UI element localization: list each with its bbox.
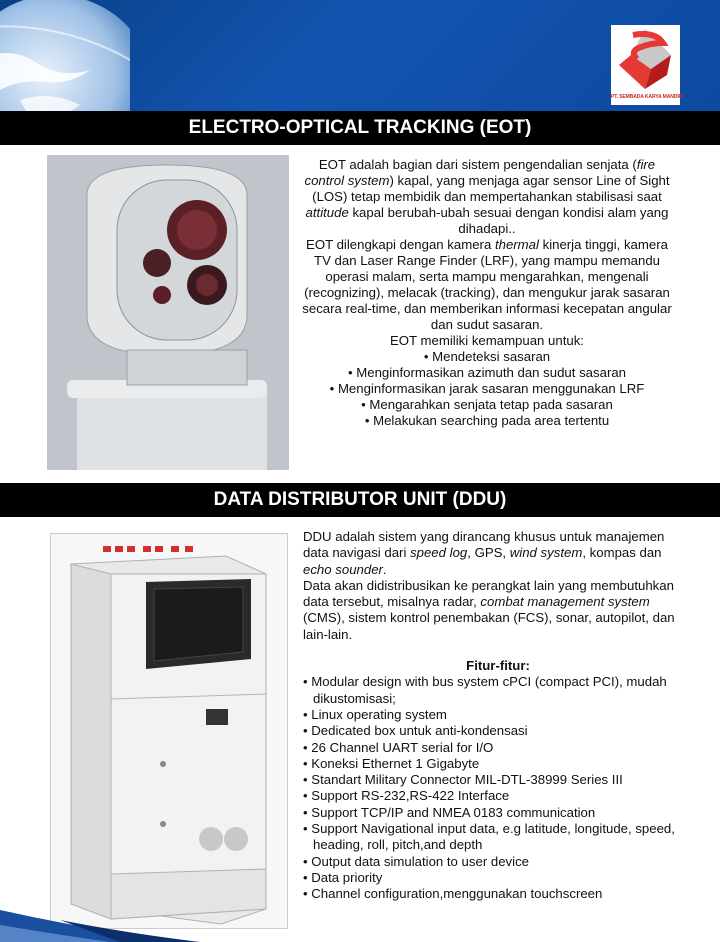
list-item: • Linux operating system <box>303 707 693 723</box>
eot-capabilities-intro: EOT memiliki kemampuan untuk: <box>390 333 584 348</box>
company-logo <box>611 25 684 105</box>
globe-graphic <box>0 0 130 112</box>
ddu-paragraph-2: Data akan didistribusikan ke perangkat lain yang membutuhkan data tersebut, misalnya radar, combat management system (CMS), sistem kontrol penembakan (FCS), sonar, autopilot, dan lain-lain. <box>303 577 675 642</box>
ddu-features-list <box>303 674 693 902</box>
list-item: • Mengarahkan senjata tetap pada sasaran <box>361 397 613 412</box>
list-item: • Menginformasikan azimuth dan sudut sasaran <box>347 365 627 380</box>
list-item: • Dedicated box untuk anti-kondensasi <box>303 723 693 739</box>
list-item: • Support Navigational input data, e.g latitude, longitude, speed, heading, roll, pitch,and depth <box>303 821 693 854</box>
logo-company-name: PT. SEMBADA KARYA MANDIRI <box>611 94 684 100</box>
list-item: • Modular design with bus system cPCI (compact PCI), mudah dikustomisasi; <box>303 674 693 707</box>
list-item: • Support TCP/IP and NMEA 0183 communication <box>303 805 693 821</box>
eot-camera-photo <box>47 155 289 470</box>
eot-description <box>302 157 672 429</box>
eot-paragraph-1: EOT adalah bagian dari sistem pengendalian senjata (fire control system) kapal, yang menjaga agar sensor Line of Sight (LOS) tetap membidik dan mempertahankan stabilisasi saat attitude kapal berubah-ubah sesuai dengan kondisi alam yang dihadapi.. <box>304 157 670 236</box>
ddu-paragraph-1: DDU adalah sistem yang dirancang khusus untuk manajemen data navigasi dari speed log, GPS, wind system, kompas dan echo sounder. <box>303 529 665 577</box>
list-item: • Melakukan searching pada area tertentu <box>364 413 610 428</box>
bottom-swoosh-decoration <box>0 900 720 942</box>
list-item: • Mendeteksi sasaran <box>423 349 551 364</box>
list-item: • Data priority <box>303 870 693 886</box>
list-item: • Koneksi Ethernet 1 Gigabyte <box>303 756 693 772</box>
ddu-section-title: DATA DISTRIBUTOR UNIT (DDU) <box>0 483 720 517</box>
list-item: • Output data simulation to user device <box>303 854 693 870</box>
ddu-features-title: Fitur-fitur: <box>466 658 530 674</box>
list-item: • Standart Military Connector MIL-DTL-38999 Series III <box>303 772 693 788</box>
eot-paragraph-2: EOT dilengkapi dengan kamera thermal kinerja tinggi, kamera TV dan Laser Range Finder (LRF), yang mampu memandu operasi malam, serta mampu mengarahkan, mengenali (recognizing), melacak (tracking), dan mengukur jarak sasaran secara real-time, dan memberikan informasi kecepatan angular dan sudut sasaran. <box>302 237 672 332</box>
ddu-cabinet-photo <box>50 533 288 929</box>
eot-section-title: ELECTRO-OPTICAL TRACKING (EOT) <box>0 111 720 145</box>
list-item: • 26 Channel UART serial for I/O <box>303 740 693 756</box>
list-item: • Menginformasikan jarak sasaran menggunakan LRF <box>329 381 645 396</box>
list-item: • Support RS-232,RS-422 Interface <box>303 788 693 804</box>
page-header <box>0 0 720 112</box>
logo-mark <box>611 25 680 93</box>
ddu-description <box>303 529 693 903</box>
list-item: • Channel configuration,menggunakan touchscreen <box>303 886 693 902</box>
